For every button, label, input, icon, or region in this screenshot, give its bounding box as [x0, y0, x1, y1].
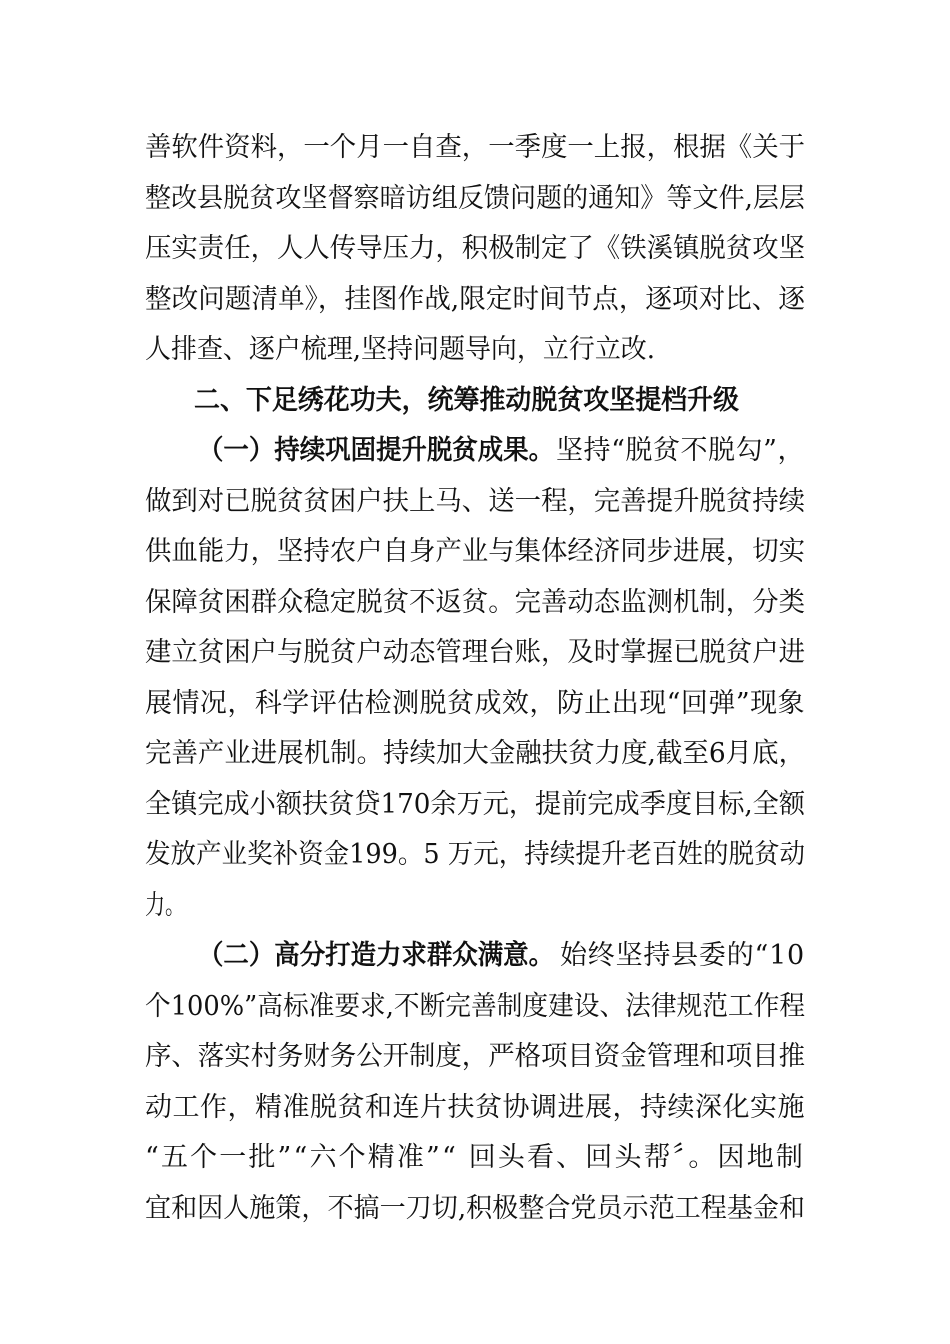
- text-line: [0, 330, 950, 370]
- section-heading-text: 二、下足绣花功夫，统筹推动脱贫攻坚提档升级: [194, 385, 740, 416]
- text-line: [0, 280, 950, 320]
- text-line-content: 整改县脱贫攻坚督察暗访组反馈问题的通知》等文件,层层: [145, 183, 806, 214]
- text-line: [0, 1138, 950, 1178]
- text-line: [0, 128, 950, 168]
- text-line: [0, 734, 950, 774]
- item-heading: （二）高分打造力求群众满意。: [198, 940, 555, 971]
- item-heading: （一）持续巩固提升脱贫成果。: [198, 435, 555, 466]
- text-line-content: 坚持“脱贫不脱勾”，: [556, 435, 805, 466]
- text-line-content: 压实责任，人人传导压力，积极制定了《铁溪镇脱贫攻坚: [145, 233, 806, 264]
- text-line: [0, 633, 950, 673]
- text-line-content: 整改问题清单》，挂图作战,限定时间节点，逐项对比、逐: [145, 284, 805, 315]
- text-line-content: “五个一批”“六个精准”“ 回头看、回头帮〞。因地制: [145, 1142, 805, 1173]
- text-line-content: 序、落实村务财务公开制度，严格项目资金管理和项目推: [145, 1041, 806, 1072]
- text-line: [0, 532, 950, 572]
- text-line: [0, 583, 950, 623]
- text-line: [0, 1088, 950, 1128]
- text-line-content: 建立贫困户与脱贫户动态管理台账，及时掌握已脱贫户进: [145, 637, 806, 668]
- text-line-content: 做到对已脱贫贫困户扶上马、送一程，完善提升脱贫持续: [145, 486, 806, 517]
- text-line-content: 力。: [145, 890, 185, 921]
- section-heading: [0, 381, 950, 421]
- item-heading-line: [0, 431, 950, 471]
- text-line-content: 供血能力，坚持农户自身产业与集体经济同步进展，切实: [145, 536, 806, 567]
- text-line: [0, 179, 950, 219]
- text-line-content: 个100%”高标准要求,不断完善制度建设、法律规范工作程: [145, 991, 806, 1022]
- text-line: [0, 1037, 950, 1077]
- text-line-content: 完善产业进展机制。持续加大金融扶贫力度,截至6月底，: [145, 738, 806, 769]
- item-heading-line: [0, 936, 950, 976]
- text-line: [0, 229, 950, 269]
- text-line: [0, 1189, 950, 1229]
- text-line-content: 展情况，科学评估检测脱贫成效，防止出现“回弹”现象: [145, 688, 806, 719]
- text-line-content: 始终坚持县委的“10: [560, 940, 805, 971]
- text-line-content: 发放产业奖补资金199。5 万元，持续提升老百姓的脱贫动: [145, 839, 806, 870]
- text-line-content: 宜和因人施策，不搞一刀切,积极整合党员示范工程基金和: [145, 1193, 806, 1224]
- text-line: [0, 785, 950, 825]
- text-line: [0, 987, 950, 1027]
- text-line: [0, 482, 950, 522]
- text-line: [0, 886, 950, 926]
- text-line: [0, 835, 950, 875]
- text-line-content: 保障贫困群众稳定脱贫不返贫。完善动态监测机制，分类: [145, 587, 806, 618]
- text-line-content: 全镇完成小额扶贫贷170余万元，提前完成季度目标,全额: [145, 789, 806, 820]
- text-line-content: 人排查、逐户梳理,坚持问题导向，立行立改.: [145, 334, 656, 365]
- text-line: [0, 684, 950, 724]
- text-line-content: 善软件资料，一个月一自查，一季度一上报，根据《关于: [145, 132, 806, 163]
- text-line-content: 动工作，精准脱贫和连片扶贫协调进展，持续深化实施: [145, 1092, 805, 1123]
